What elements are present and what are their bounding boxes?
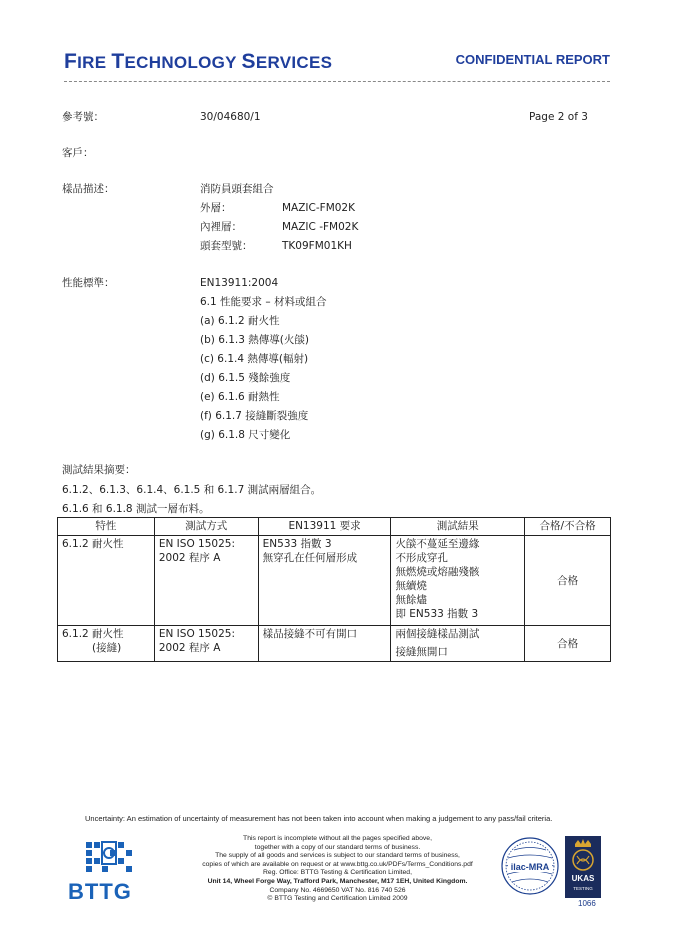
footer-line: Reg. Office: BTTG Testing & Certification Limited, <box>263 869 412 877</box>
standard-line: (g) 6.1.8 尺寸變化 <box>200 429 291 441</box>
footer-line: together with a copy of our standard terms of business. <box>254 843 421 851</box>
bttg-wordmark: BTTG <box>68 879 132 904</box>
ref-label: 參考號： <box>62 111 104 123</box>
cell-requirement <box>258 626 391 662</box>
standard-line: (c) 6.1.4 熱傳導(輻射) <box>200 353 309 365</box>
layer-inner-label: 內裡層： <box>200 221 242 233</box>
cell-line: 兩個接縫樣品測試 <box>395 628 480 640</box>
cell-line: 接縫無開口 <box>395 646 448 658</box>
sample-label: 樣品描述： <box>62 183 115 195</box>
footer-line: © BTTG Testing and Certification Limited 2009 <box>267 895 408 903</box>
sample-value: 消防員頭套組合 <box>200 183 274 195</box>
cell-line: 6.1.2 耐火性 <box>62 628 124 640</box>
table-row <box>58 536 611 626</box>
confidential-label: CONFIDENTIAL REPORT <box>455 52 610 67</box>
cell-property <box>58 626 155 662</box>
standard-line: (a) 6.1.2 耐火性 <box>200 315 280 327</box>
cell-line: 無餘燼 <box>395 594 427 606</box>
cell-line: 2002 程序 A <box>158 552 221 564</box>
header-verdict: 合格/不合格 <box>525 518 611 536</box>
client-label: 客戶： <box>62 147 94 159</box>
layer-outer-value: MAZIC-FM02K <box>282 202 355 214</box>
cell-verdict: 合格 <box>525 536 611 626</box>
cell-method <box>154 536 258 626</box>
cell-result <box>391 536 525 626</box>
ilac-mra-label: ilac-MRA <box>510 862 550 872</box>
header-requirement: EN13911 要求 <box>258 518 391 536</box>
ukas-logo-icon <box>565 836 601 898</box>
company-name-initial-s: S <box>241 50 256 73</box>
footer-line: copies of which are available on request or at www.bttg.co.uk/PDFs/Terms_Conditions.pdf <box>202 860 473 868</box>
bttg-logo-icon <box>82 840 134 880</box>
standard-line: EN13911:2004 <box>200 277 279 289</box>
cell-line: 無續燒 <box>395 580 427 592</box>
ukas-sub-label: TESTING <box>573 886 593 891</box>
cell-verdict: 合格 <box>525 626 611 662</box>
cell-line: (接縫) <box>92 642 122 654</box>
ukas-label: UKAS <box>571 874 595 883</box>
company-name <box>64 50 332 74</box>
ukas-accreditation-number: 1066 <box>578 899 596 908</box>
standard-line: (d) 6.1.5 殘餘強度 <box>200 372 291 384</box>
footer-line: Unit 14, Wheel Forge Way, Trafford Park, Manchester, M17 1EH, United Kingdom. <box>207 877 468 885</box>
table-row <box>58 626 611 662</box>
header-method: 測試方式 <box>154 518 258 536</box>
table-header-row <box>58 518 611 536</box>
cell-line: 火燄不蔓延至邊緣 <box>395 538 480 550</box>
layer-outer-label: 外層： <box>200 202 232 214</box>
footer-line: This report is incomplete without all the pages specified above, <box>243 835 432 842</box>
cell-line: 無燃燒或熔融殘骸 <box>395 566 480 578</box>
footer-line: The supply of all goods and services is subject to our standard terms of business, <box>215 852 460 860</box>
standard-line: (b) 6.1.3 熱傳導(火燄) <box>200 334 309 346</box>
footer-line: Company No. 4669650 VAT No. 816 740 526 <box>269 886 406 894</box>
cell-property <box>58 536 155 626</box>
company-name-initial-t: T <box>111 50 125 73</box>
cell-line: EN ISO 15025: <box>158 538 235 550</box>
header-property: 特性 <box>58 518 155 536</box>
header-divider <box>64 81 610 82</box>
cell-line: 2002 程序 A <box>158 642 221 654</box>
results-table <box>57 517 611 662</box>
company-name-part-ervices: ERVICES <box>255 53 333 72</box>
company-name-initial-f: F <box>64 50 78 73</box>
footer-legal <box>165 835 510 904</box>
standard-label: 性能標準： <box>62 277 115 289</box>
cell-method <box>154 626 258 662</box>
cell-line: 6.1.2 耐火性 <box>62 538 124 550</box>
cell-line: EN533 指數 3 <box>262 538 332 550</box>
layer-inner-value: MAZIC -FM02K <box>282 221 359 233</box>
hood-model-value: TK09FM01KH <box>282 240 352 252</box>
cell-line: 不形成穿孔 <box>395 552 448 564</box>
cell-line: EN ISO 15025: <box>158 628 235 640</box>
cell-line: 無穿孔在任何層形成 <box>262 552 358 564</box>
company-name-part-echnology: ECHNOLOGY <box>124 53 242 72</box>
hood-model-label: 頭套型號： <box>200 240 253 252</box>
page-number: Page 2 of 3 <box>529 111 588 123</box>
ilac-mra-logo-icon <box>500 836 560 896</box>
cell-line: 樣品接縫不可有開口 <box>262 628 358 640</box>
summary-line-2: 6.1.6 和 6.1.8 測試一層布料。 <box>62 503 210 515</box>
standard-line: 6.1 性能要求 – 材料或組合 <box>200 296 327 308</box>
uncertainty-note: Uncertainty: An estimation of uncertainty of measurement has not been taken into account when making a judgement to any pass/fail criteria. <box>85 814 553 823</box>
cell-line: 即 EN533 指數 3 <box>395 608 479 620</box>
cell-result <box>391 626 525 662</box>
standard-line: (f) 6.1.7 接縫斷裂強度 <box>200 410 309 422</box>
standard-line: (e) 6.1.6 耐熱性 <box>200 391 280 403</box>
summary-line-1: 6.1.2、6.1.3、6.1.4、6.1.5 和 6.1.7 測試兩層組合。 <box>62 484 322 496</box>
summary-title: 測試結果摘要： <box>62 464 136 476</box>
header-result: 測試結果 <box>391 518 525 536</box>
company-name-part-ire: IRE <box>77 53 112 72</box>
ref-value: 30/04680/1 <box>200 111 261 123</box>
cell-requirement <box>258 536 391 626</box>
